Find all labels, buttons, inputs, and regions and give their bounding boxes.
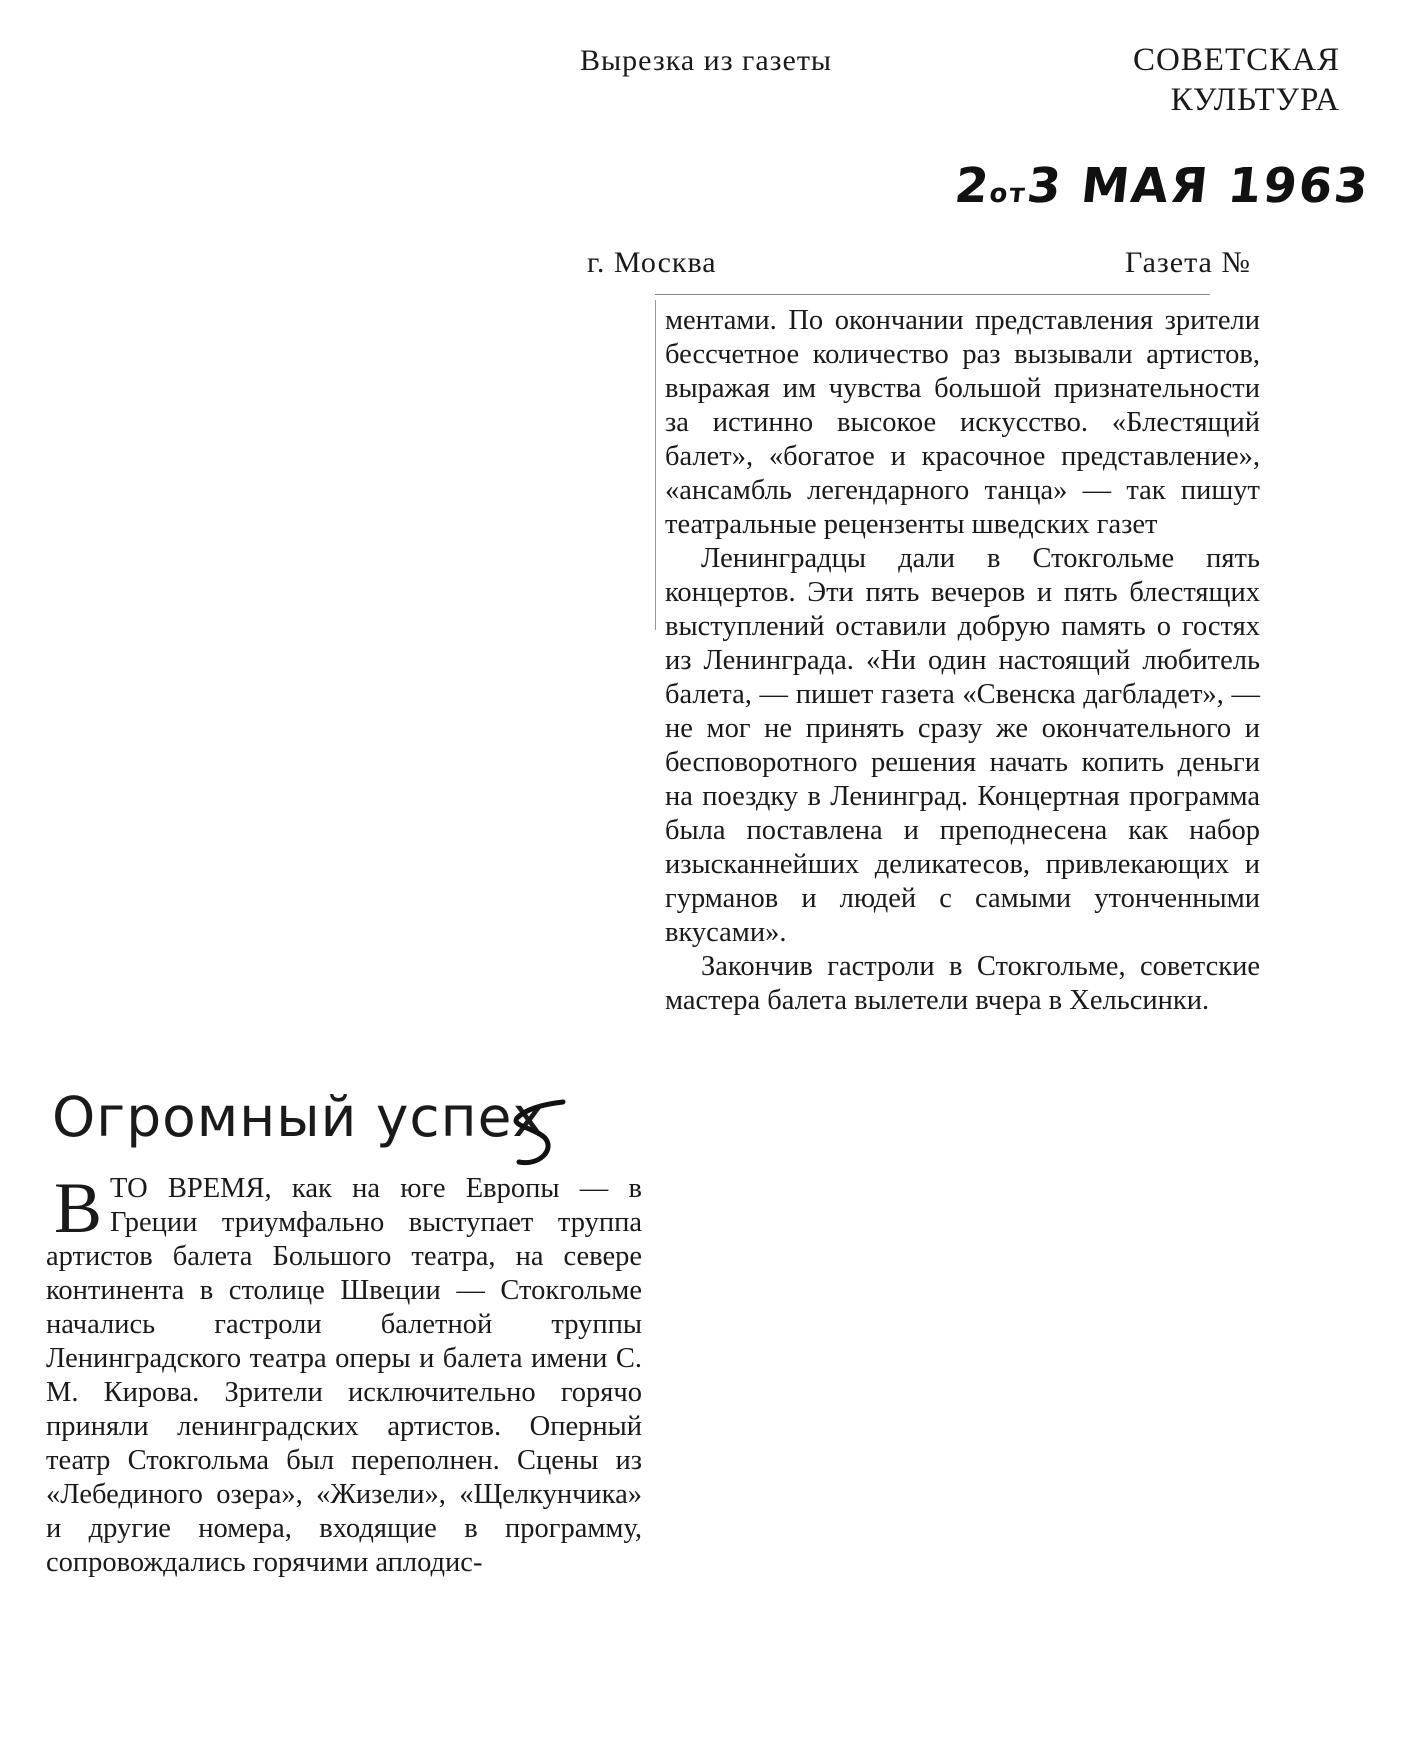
city-label: г. Москва [587,246,717,279]
drop-cap: В [54,1168,103,1248]
lead-paragraph: ТО ВРЕМЯ, как на юге Европы — в Греции триумфально выступает труппа артистов балета Большого театра, на севере континента в столице Швеции — Стокгольме начались гастроли балетной труппы Ленинградского театра оперы и балета имени С. М. Кирова. Зрители исключительно горячо приняли ленинградских артистов. Оперный театр Стокгольма был переполнен. Сцены из «Лебединого озера», «Жизели», «Щелкунчика» и другие номера, входящие в программу, сопровождались горячими аплодис- [46,1173,642,1578]
newspaper-title [1040,40,1340,120]
paragraph-3: Закончив гастроли в Стокгольме, советские мастера балета вылетели вчера в Хельсинки. [665,951,1260,1016]
paragraph-2: Ленинградцы дали в Стокгольме пять концертов. Эти пять вечеров и пять блестящих выступлений оставили добрую память о гостях из Ленинграда. «Ни один настоящий любитель балета, — пишет газета «Свенска дагбладет», — не мог не принять сразу же окончательного и бесповоротного решения начать копить деньги на поездку в Ленинград. Концертная программа была поставлена и преподнесена как набор изысканнейших деликатесов, привлекающих и гурманов и людей с самыми утонченными вкусами». [665,543,1260,948]
newspaper-title-line1: СОВЕТСКАЯ [1132,42,1340,78]
article-headline: Огромный успех [52,1085,546,1149]
header-divider [655,294,1210,295]
date-stamp [952,158,1373,214]
clipping-label: Вырезка из газеты [580,44,833,77]
date-day: 2 [952,158,994,214]
column-border [655,300,656,630]
date-prefix: от [987,179,1029,209]
handwritten-mark [505,1092,575,1172]
paragraph-1: ментами. По окончании представления зрители бессчетное количество раз вызывали артистов, выражая им чувства большой признательности за истинно высокое искусство. «Блестящий балет», «богатое и красочное представление», «ансамбль легендарного танца» — так пишут театральные рецензенты шведских газет [665,305,1260,540]
date-rest: 3 МАЯ 1963 [1024,158,1373,214]
right-column [665,304,1260,1018]
newspaper-title-line2: КУЛЬТУРА [1170,82,1340,118]
left-column [46,1168,642,1580]
issue-label: Газета № [1125,246,1251,279]
